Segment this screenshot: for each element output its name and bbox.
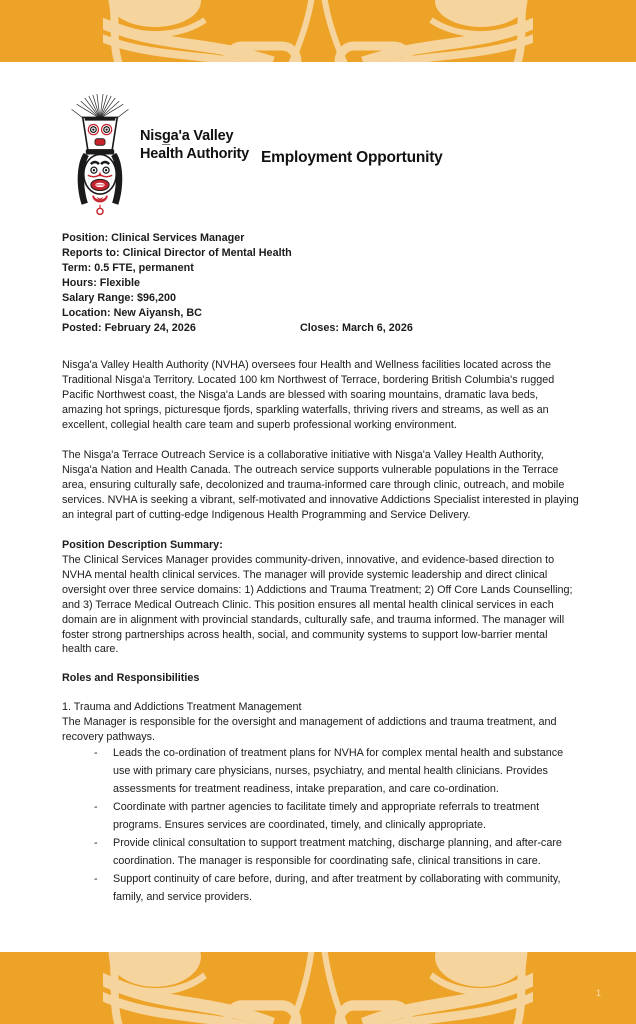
detail-location: Location: New Aiyansh, BC: [62, 307, 202, 319]
page-number: 1: [595, 988, 601, 998]
bullet-marker: -: [94, 873, 98, 885]
bullet-text: Leads the co-ordination of treatment plans for NVHA for complex mental health and substance use with primary care physicians, nurses, psychiatry, and mental health clinicians. Provides assessments for treatment readiness, intake preparation, and care co-ordination.: [113, 747, 564, 795]
detail-posted: Posted: February 24, 2026: [62, 322, 196, 334]
bullet-marker: -: [94, 801, 98, 813]
top-banner-decoration: [0, 0, 636, 62]
formline-pattern-icon: [103, 952, 533, 1024]
intro-paragraph-2: The Nisga'a Terrace Outreach Service is a collaborative initiative with Nisga'a Valley Health Authority, Nisga'a Nation and Health Canada. The outreach service supports vulnerable populations in the Terrace area, ensuring culturally safe, decolonized and trauma-informed care through clinic, outreach, and mobile services. NVHA is seeking a vibrant, self-motivated and innovative Addictions Specialist interested in playing an integral part of cutting-edge Indigenous Health Programming and Service Delivery.: [62, 449, 579, 521]
detail-closes: Closes: March 6, 2026: [300, 322, 413, 334]
logo-wordmark: [140, 127, 249, 163]
nvha-mask-logo-icon: [64, 93, 136, 221]
document-title: Employment Opportunity: [261, 149, 443, 166]
bullet-item: [62, 870, 579, 906]
bullet-marker: -: [94, 837, 98, 849]
intro-paragraph-1: Nisga'a Valley Health Authority (NVHA) oversees four Health and Wellness facilities located across the Traditional Nisga'a Territory. Located 100 km Northwest of Terrace, bordering British Columbia's rugged Pacific Northwest coast, the Nisga'a Lands are blessed with soaring mountains, dramatic lava beds, amazing hot springs, picturesque fjords, sparkling waterfalls, thriving rivers and streams, as well as an excellent, collegial health care team and superb professional working environment.: [62, 359, 555, 431]
bullet-item: [62, 798, 579, 834]
bullet-item: [62, 834, 579, 870]
roles-heading: Roles and Responsibilities: [62, 672, 200, 684]
section1-intro: The Manager is responsible for the oversight and management of addictions and trauma treatment, and recovery pathways.: [62, 716, 557, 743]
section1-title: 1. Trauma and Addictions Treatment Management: [62, 701, 302, 713]
bottom-banner-decoration: [0, 952, 636, 1024]
detail-hours: Hours: Flexible: [62, 277, 140, 289]
bullet-text: Coordinate with partner agencies to facilitate timely and appropriate referrals to treatment programs. Ensures services are coordinated, timely, and clinically appropriate.: [113, 801, 540, 831]
bullet-item: [62, 744, 579, 798]
detail-salary: Salary Range: $96,200: [62, 292, 177, 304]
bullet-text: Provide clinical consultation to support treatment matching, discharge planning, and after-care coordination. The manager is responsible for coordinating safe, clinical transitions in care.: [113, 837, 562, 867]
posted-closes-row: [62, 321, 579, 336]
bullet-marker: -: [94, 747, 98, 759]
detail-reports-to: Reports to: Clinical Director of Mental Health: [62, 247, 292, 259]
summary-body: The Clinical Services Manager provides community-driven, innovative, and evidence-based direction to NVHA mental health clinical services. The manager will provide systemic leadership and direct clinical oversight over three service domains: 1) Addictions and Trauma Treatment; 2) Off Core Lands Counselling; and 3) Terrace Medical Outreach Clinic. This position ensures all mental health clinical services in each domain are in alignment with provincial standards, culturally safe, and trauma informed. The manager will foster strong partnerships across health, social, and community systems to support low-barrier mental health care.: [62, 554, 573, 656]
detail-term: Term: 0.5 FTE, permanent: [62, 262, 194, 274]
formline-pattern-icon: [103, 0, 533, 62]
bullet-text: Support continuity of care before, during, and after treatment by collaborating with community, family, and service providers.: [113, 873, 561, 903]
logo-org-line1: Nisg̲a'a Valley: [140, 128, 234, 144]
section1-bullet-list: [62, 744, 579, 906]
logo-org-line2: Health Authority: [140, 146, 250, 162]
summary-heading: Position Description Summary:: [62, 539, 223, 551]
position-details: [62, 231, 579, 336]
detail-position: Position: Clinical Services Manager: [62, 232, 245, 244]
